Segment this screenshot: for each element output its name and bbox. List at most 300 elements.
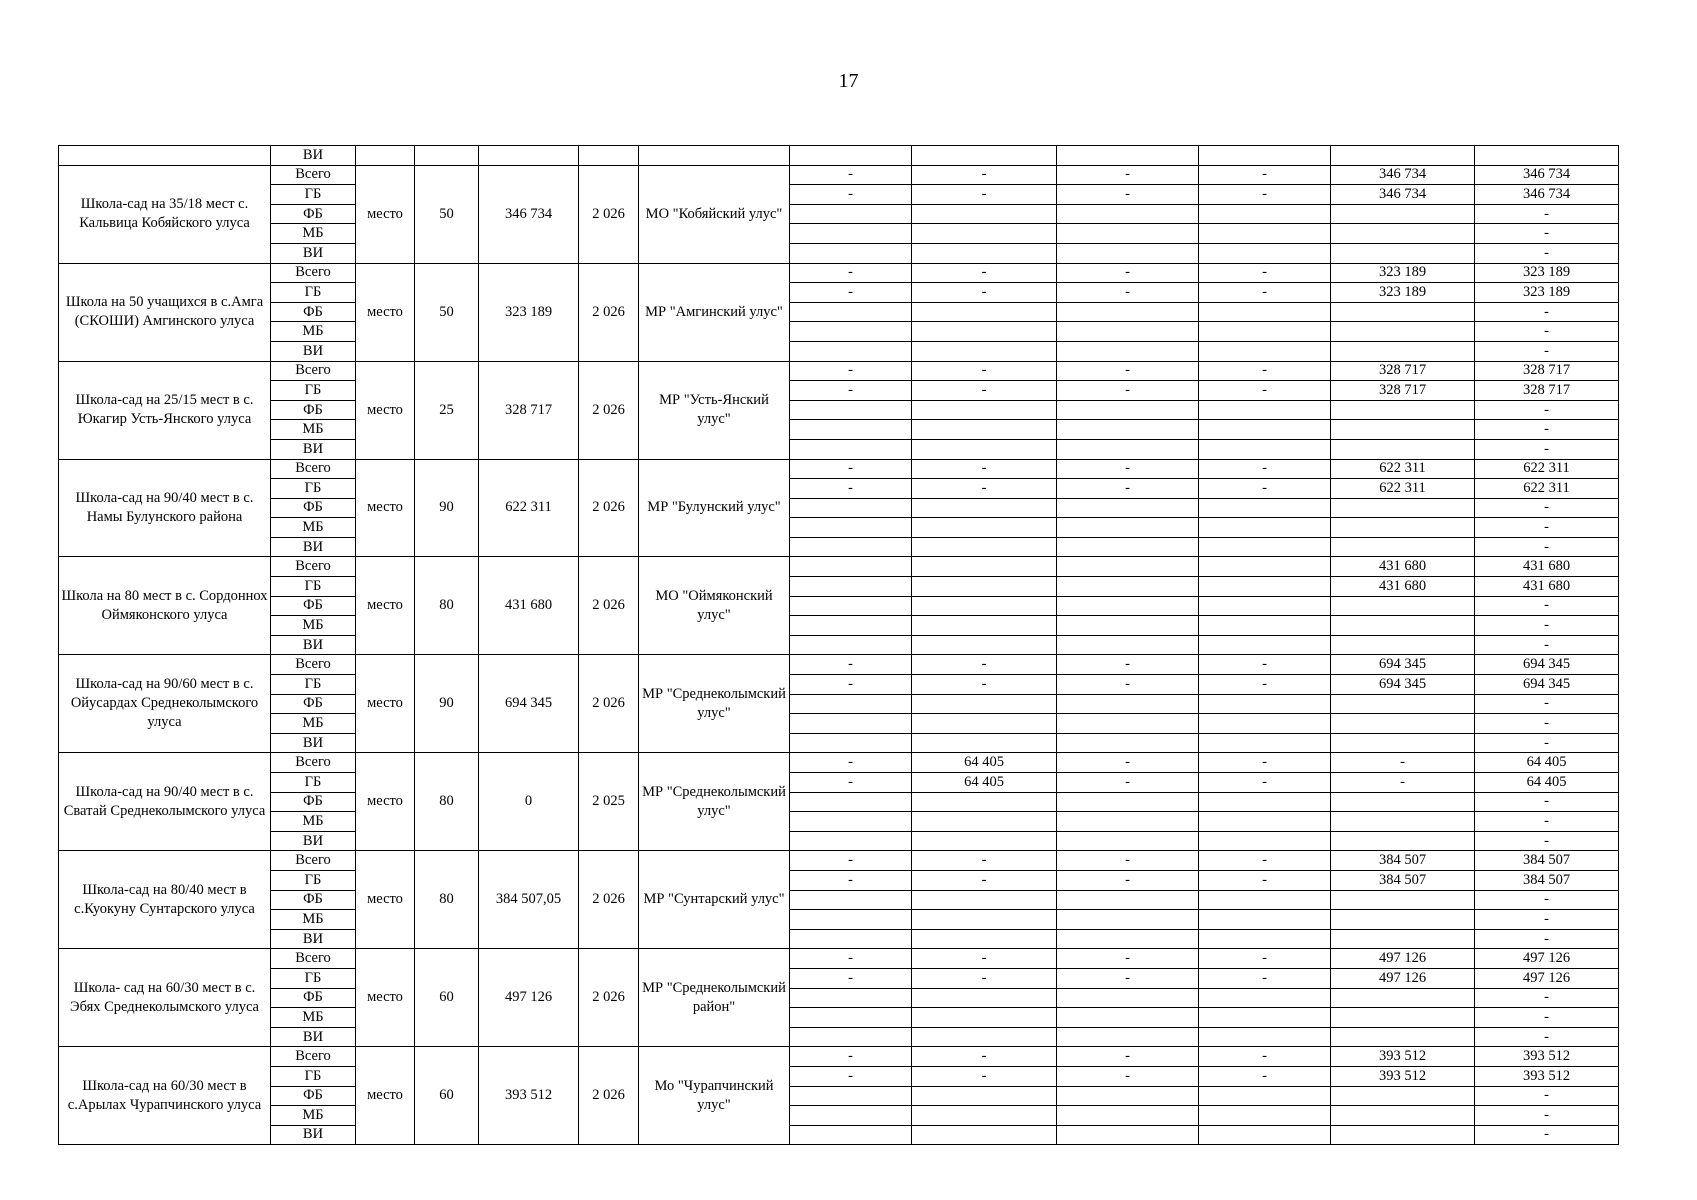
value-c4 — [1199, 616, 1331, 636]
value-c2 — [912, 635, 1057, 655]
value-c2: - — [912, 459, 1057, 479]
value-c4: - — [1199, 381, 1331, 401]
value-c3 — [1057, 420, 1199, 440]
value-c5 — [1331, 400, 1475, 420]
value-c4: - — [1199, 968, 1331, 988]
value-c2 — [912, 733, 1057, 753]
funding-source: ВИ — [271, 439, 356, 459]
funding-source: ГБ — [271, 381, 356, 401]
table-row — [59, 479, 1619, 499]
value-c2 — [912, 341, 1057, 361]
funding-source: МБ — [271, 322, 356, 342]
value-c4 — [1199, 341, 1331, 361]
value-c1: - — [790, 459, 912, 479]
value-c4 — [1199, 635, 1331, 655]
value-c2 — [912, 400, 1057, 420]
value-c5 — [1331, 204, 1475, 224]
value-c1 — [790, 400, 912, 420]
table-row — [59, 1008, 1619, 1028]
value-c4 — [1199, 420, 1331, 440]
value-c6: - — [1475, 1008, 1619, 1028]
table-row — [59, 537, 1619, 557]
value-c4 — [1199, 557, 1331, 577]
value-c1 — [790, 224, 912, 244]
table-row — [59, 341, 1619, 361]
value-c6: - — [1475, 204, 1619, 224]
year: 2 026 — [579, 949, 639, 1047]
value-c3 — [1057, 557, 1199, 577]
cost: 497 126 — [479, 949, 579, 1047]
value-c4 — [1199, 890, 1331, 910]
value-c1 — [790, 420, 912, 440]
funding-source: Всего — [271, 557, 356, 577]
value-c2 — [912, 204, 1057, 224]
value-c3 — [1057, 1086, 1199, 1106]
value-c4 — [1199, 694, 1331, 714]
funding-source: ГБ — [271, 773, 356, 793]
table-row — [59, 204, 1619, 224]
table-row — [59, 733, 1619, 753]
value-c4: - — [1199, 479, 1331, 499]
value-c1: - — [790, 185, 912, 205]
table-row — [59, 263, 1619, 283]
value-c2: - — [912, 361, 1057, 381]
table-row — [59, 1125, 1619, 1145]
value-c6: - — [1475, 988, 1619, 1008]
year: 2 026 — [579, 1047, 639, 1145]
value-c6: - — [1475, 812, 1619, 832]
value-c3 — [1057, 890, 1199, 910]
value-c2 — [912, 910, 1057, 930]
value-c5 — [1331, 420, 1475, 440]
project-name: Школа на 50 учащихся в с.Амга (СКОШИ) Амгинского улуса — [59, 263, 271, 361]
unit: место — [356, 361, 415, 459]
value-c5: 384 507 — [1331, 870, 1475, 890]
value-c1 — [790, 929, 912, 949]
value-c2 — [912, 1027, 1057, 1047]
value-c2 — [912, 439, 1057, 459]
value-c6: - — [1475, 537, 1619, 557]
value-c5: 622 311 — [1331, 459, 1475, 479]
table-row — [59, 694, 1619, 714]
value-c5 — [1331, 733, 1475, 753]
table-row — [59, 1066, 1619, 1086]
value-c1: - — [790, 675, 912, 695]
value-c5 — [1331, 1027, 1475, 1047]
value-c5: 328 717 — [1331, 381, 1475, 401]
value-c4 — [1199, 243, 1331, 263]
value-c6: - — [1475, 1086, 1619, 1106]
table-row — [59, 302, 1619, 322]
organization: МР "Среднеколымский улус" — [639, 753, 790, 851]
cost: 328 717 — [479, 361, 579, 459]
value-c3: - — [1057, 459, 1199, 479]
value-c1 — [790, 1027, 912, 1047]
value-c4 — [1199, 812, 1331, 832]
value-c1 — [790, 557, 912, 577]
funding-source: МБ — [271, 518, 356, 538]
funding-source: ВИ — [271, 733, 356, 753]
cell-c4 — [1199, 146, 1331, 166]
value-c6: 323 189 — [1475, 263, 1619, 283]
value-c6: 497 126 — [1475, 968, 1619, 988]
value-c6: - — [1475, 694, 1619, 714]
unit: место — [356, 263, 415, 361]
funding-source: МБ — [271, 224, 356, 244]
capacity: 50 — [415, 165, 479, 263]
capacity: 80 — [415, 557, 479, 655]
organization: МР "Среднеколымский улус" — [639, 655, 790, 753]
value-c5 — [1331, 694, 1475, 714]
table-row — [59, 243, 1619, 263]
value-c3 — [1057, 714, 1199, 734]
value-c1: - — [790, 753, 912, 773]
value-c3 — [1057, 1008, 1199, 1028]
value-c3 — [1057, 302, 1199, 322]
value-c1: - — [790, 1066, 912, 1086]
value-c4: - — [1199, 165, 1331, 185]
value-c5 — [1331, 714, 1475, 734]
value-c6: 64 405 — [1475, 753, 1619, 773]
funding-source: ВИ — [271, 243, 356, 263]
value-c5: 323 189 — [1331, 283, 1475, 303]
value-c2: 64 405 — [912, 753, 1057, 773]
cost: 0 — [479, 753, 579, 851]
year: 2 026 — [579, 263, 639, 361]
unit: место — [356, 753, 415, 851]
capacity: 90 — [415, 459, 479, 557]
value-c5 — [1331, 1106, 1475, 1126]
funding-source: ФБ — [271, 792, 356, 812]
value-c5: 323 189 — [1331, 263, 1475, 283]
value-c6: 694 345 — [1475, 675, 1619, 695]
value-c1: - — [790, 263, 912, 283]
project-name: Школа-сад на 90/40 мест в с. Намы Булунского района — [59, 459, 271, 557]
funding-source: ВИ — [271, 537, 356, 557]
value-c3: - — [1057, 165, 1199, 185]
table-row — [59, 812, 1619, 832]
value-c2 — [912, 694, 1057, 714]
value-c5 — [1331, 596, 1475, 616]
value-c2 — [912, 243, 1057, 263]
value-c1 — [790, 302, 912, 322]
value-c2: - — [912, 185, 1057, 205]
value-c4 — [1199, 302, 1331, 322]
value-c6: - — [1475, 243, 1619, 263]
cost: 393 512 — [479, 1047, 579, 1145]
value-c1: - — [790, 381, 912, 401]
year: 2 026 — [579, 557, 639, 655]
value-c1 — [790, 322, 912, 342]
value-c6: 622 311 — [1475, 459, 1619, 479]
project-name: Школа-сад на 60/30 мест в с.Арылах Чурапчинского улуса — [59, 1047, 271, 1145]
value-c6: - — [1475, 596, 1619, 616]
value-c4: - — [1199, 773, 1331, 793]
value-c3: - — [1057, 479, 1199, 499]
value-c5 — [1331, 224, 1475, 244]
value-c3: - — [1057, 753, 1199, 773]
funding-source: МБ — [271, 910, 356, 930]
value-c1 — [790, 1008, 912, 1028]
value-c2: - — [912, 479, 1057, 499]
value-c6: 346 734 — [1475, 185, 1619, 205]
value-c1: - — [790, 283, 912, 303]
value-c3: - — [1057, 675, 1199, 695]
table-row — [59, 753, 1619, 773]
funding-source: ГБ — [271, 479, 356, 499]
value-c2 — [912, 224, 1057, 244]
table-row — [59, 870, 1619, 890]
year: 2 026 — [579, 655, 639, 753]
funding-source: ВИ — [271, 831, 356, 851]
value-c5 — [1331, 1086, 1475, 1106]
value-c1 — [790, 204, 912, 224]
value-c6: - — [1475, 400, 1619, 420]
value-c2 — [912, 616, 1057, 636]
value-c5 — [1331, 1125, 1475, 1145]
value-c5 — [1331, 929, 1475, 949]
unit: место — [356, 459, 415, 557]
funding-source: ФБ — [271, 596, 356, 616]
capacity: 50 — [415, 263, 479, 361]
capacity: 80 — [415, 753, 479, 851]
funding-source: ФБ — [271, 302, 356, 322]
unit: место — [356, 1047, 415, 1145]
table-row — [59, 1027, 1619, 1047]
value-c3: - — [1057, 381, 1199, 401]
value-c5 — [1331, 302, 1475, 322]
value-c6: 384 507 — [1475, 870, 1619, 890]
value-c2: - — [912, 870, 1057, 890]
table-row — [59, 910, 1619, 930]
value-c3: - — [1057, 773, 1199, 793]
funding-source: ВИ — [271, 1125, 356, 1145]
value-c5: 393 512 — [1331, 1066, 1475, 1086]
cell-c5 — [1331, 146, 1475, 166]
value-c5: 694 345 — [1331, 655, 1475, 675]
year: 2 026 — [579, 459, 639, 557]
value-c3 — [1057, 1106, 1199, 1126]
value-c6: 346 734 — [1475, 165, 1619, 185]
value-c5 — [1331, 831, 1475, 851]
cost: 346 734 — [479, 165, 579, 263]
value-c4 — [1199, 831, 1331, 851]
value-c4 — [1199, 577, 1331, 597]
value-c6: - — [1475, 1027, 1619, 1047]
value-c1 — [790, 694, 912, 714]
funding-source: ФБ — [271, 988, 356, 1008]
table-row — [59, 498, 1619, 518]
table-row — [59, 185, 1619, 205]
table-row — [59, 655, 1619, 675]
project-name: Школа на 80 мест в с. Сордоннох Оймяконского улуса — [59, 557, 271, 655]
table-row — [59, 1086, 1619, 1106]
value-c3 — [1057, 341, 1199, 361]
value-c6: - — [1475, 439, 1619, 459]
value-c3 — [1057, 243, 1199, 263]
value-c3 — [1057, 400, 1199, 420]
organization: МР "Булунский улус" — [639, 459, 790, 557]
value-c1: - — [790, 655, 912, 675]
value-c4: - — [1199, 675, 1331, 695]
funding-source: ГБ — [271, 870, 356, 890]
page-number: 17 — [838, 70, 859, 92]
value-c3 — [1057, 439, 1199, 459]
value-c6: - — [1475, 518, 1619, 538]
cost: 431 680 — [479, 557, 579, 655]
value-c2 — [912, 1086, 1057, 1106]
table-row — [59, 635, 1619, 655]
value-c5 — [1331, 498, 1475, 518]
value-c5 — [1331, 635, 1475, 655]
value-c3 — [1057, 1027, 1199, 1047]
value-c2 — [912, 1125, 1057, 1145]
value-c1 — [790, 1125, 912, 1145]
capacity: 90 — [415, 655, 479, 753]
organization: МР "Усть-Янский улус" — [639, 361, 790, 459]
funding-source: Всего — [271, 851, 356, 871]
value-c1 — [790, 439, 912, 459]
value-c5 — [1331, 988, 1475, 1008]
value-c1: - — [790, 773, 912, 793]
cell-c2 — [912, 146, 1057, 166]
value-c4 — [1199, 596, 1331, 616]
value-c4: - — [1199, 753, 1331, 773]
year: 2 025 — [579, 753, 639, 851]
project-name: Школа-сад на 90/40 мест в с. Сватай Среднеколымского улуса — [59, 753, 271, 851]
table-row — [59, 459, 1619, 479]
funding-source: Всего — [271, 263, 356, 283]
organization: Мо "Чурапчинский улус" — [639, 1047, 790, 1145]
funding-source: Всего — [271, 459, 356, 479]
unit: место — [356, 655, 415, 753]
table-row — [59, 714, 1619, 734]
table-row — [59, 596, 1619, 616]
value-c1: - — [790, 870, 912, 890]
value-c5: - — [1331, 773, 1475, 793]
unit: место — [356, 949, 415, 1047]
table-row — [59, 420, 1619, 440]
value-c2 — [912, 302, 1057, 322]
value-c2 — [912, 1106, 1057, 1126]
value-c1 — [790, 1106, 912, 1126]
value-c4 — [1199, 537, 1331, 557]
capacity: 60 — [415, 1047, 479, 1145]
unit: место — [356, 557, 415, 655]
value-c3 — [1057, 929, 1199, 949]
cell-name — [59, 146, 271, 166]
funding-source: Всего — [271, 165, 356, 185]
funding-source: ГБ — [271, 185, 356, 205]
value-c6: 497 126 — [1475, 949, 1619, 969]
organization: МО "Кобяйский улус" — [639, 165, 790, 263]
funding-source: МБ — [271, 1106, 356, 1126]
value-c3 — [1057, 498, 1199, 518]
value-c5: - — [1331, 753, 1475, 773]
value-c3 — [1057, 537, 1199, 557]
table-row — [59, 557, 1619, 577]
value-c2 — [912, 890, 1057, 910]
value-c1 — [790, 341, 912, 361]
value-c1 — [790, 616, 912, 636]
table-row — [59, 616, 1619, 636]
value-c3: - — [1057, 655, 1199, 675]
value-c1 — [790, 910, 912, 930]
value-c2 — [912, 557, 1057, 577]
value-c3 — [1057, 694, 1199, 714]
value-c1 — [790, 792, 912, 812]
table-row — [59, 988, 1619, 1008]
value-c1 — [790, 518, 912, 538]
value-c6: - — [1475, 831, 1619, 851]
value-c4 — [1199, 714, 1331, 734]
project-name: Школа- сад на 60/30 мест в с. Эбях Среднеколымского улуса — [59, 949, 271, 1047]
value-c3 — [1057, 1125, 1199, 1145]
funding-source: ФБ — [271, 1086, 356, 1106]
value-c5 — [1331, 890, 1475, 910]
value-c2: - — [912, 655, 1057, 675]
funding-source: ВИ — [271, 1027, 356, 1047]
value-c4 — [1199, 988, 1331, 1008]
funding-source: Всего — [271, 361, 356, 381]
value-c3 — [1057, 596, 1199, 616]
value-c4: - — [1199, 263, 1331, 283]
value-c4 — [1199, 204, 1331, 224]
value-c5: 431 680 — [1331, 557, 1475, 577]
value-c4: - — [1199, 851, 1331, 871]
funding-source: ФБ — [271, 694, 356, 714]
capacity: 60 — [415, 949, 479, 1047]
value-c3 — [1057, 322, 1199, 342]
cell-capacity — [415, 146, 479, 166]
value-c5 — [1331, 439, 1475, 459]
value-c3 — [1057, 910, 1199, 930]
value-c6: 323 189 — [1475, 283, 1619, 303]
year: 2 026 — [579, 165, 639, 263]
funding-source: ФБ — [271, 204, 356, 224]
table-row — [59, 165, 1619, 185]
value-c6: - — [1475, 498, 1619, 518]
value-c1 — [790, 537, 912, 557]
value-c6: 431 680 — [1475, 577, 1619, 597]
value-c3 — [1057, 577, 1199, 597]
value-c4 — [1199, 1008, 1331, 1028]
value-c5: 622 311 — [1331, 479, 1475, 499]
value-c6: 694 345 — [1475, 655, 1619, 675]
value-c6: 328 717 — [1475, 381, 1619, 401]
value-c1: - — [790, 968, 912, 988]
value-c6: - — [1475, 616, 1619, 636]
value-c3: - — [1057, 263, 1199, 283]
cell-c3 — [1057, 146, 1199, 166]
value-c4: - — [1199, 655, 1331, 675]
capacity: 80 — [415, 851, 479, 949]
value-c2 — [912, 420, 1057, 440]
value-c6: 384 507 — [1475, 851, 1619, 871]
value-c2: - — [912, 968, 1057, 988]
cost: 384 507,05 — [479, 851, 579, 949]
value-c4 — [1199, 910, 1331, 930]
value-c4: - — [1199, 1047, 1331, 1067]
value-c1 — [790, 831, 912, 851]
value-c5: 328 717 — [1331, 361, 1475, 381]
unit: место — [356, 851, 415, 949]
value-c1: - — [790, 949, 912, 969]
value-c5 — [1331, 910, 1475, 930]
value-c2 — [912, 812, 1057, 832]
table-row — [59, 1106, 1619, 1126]
value-c1 — [790, 733, 912, 753]
